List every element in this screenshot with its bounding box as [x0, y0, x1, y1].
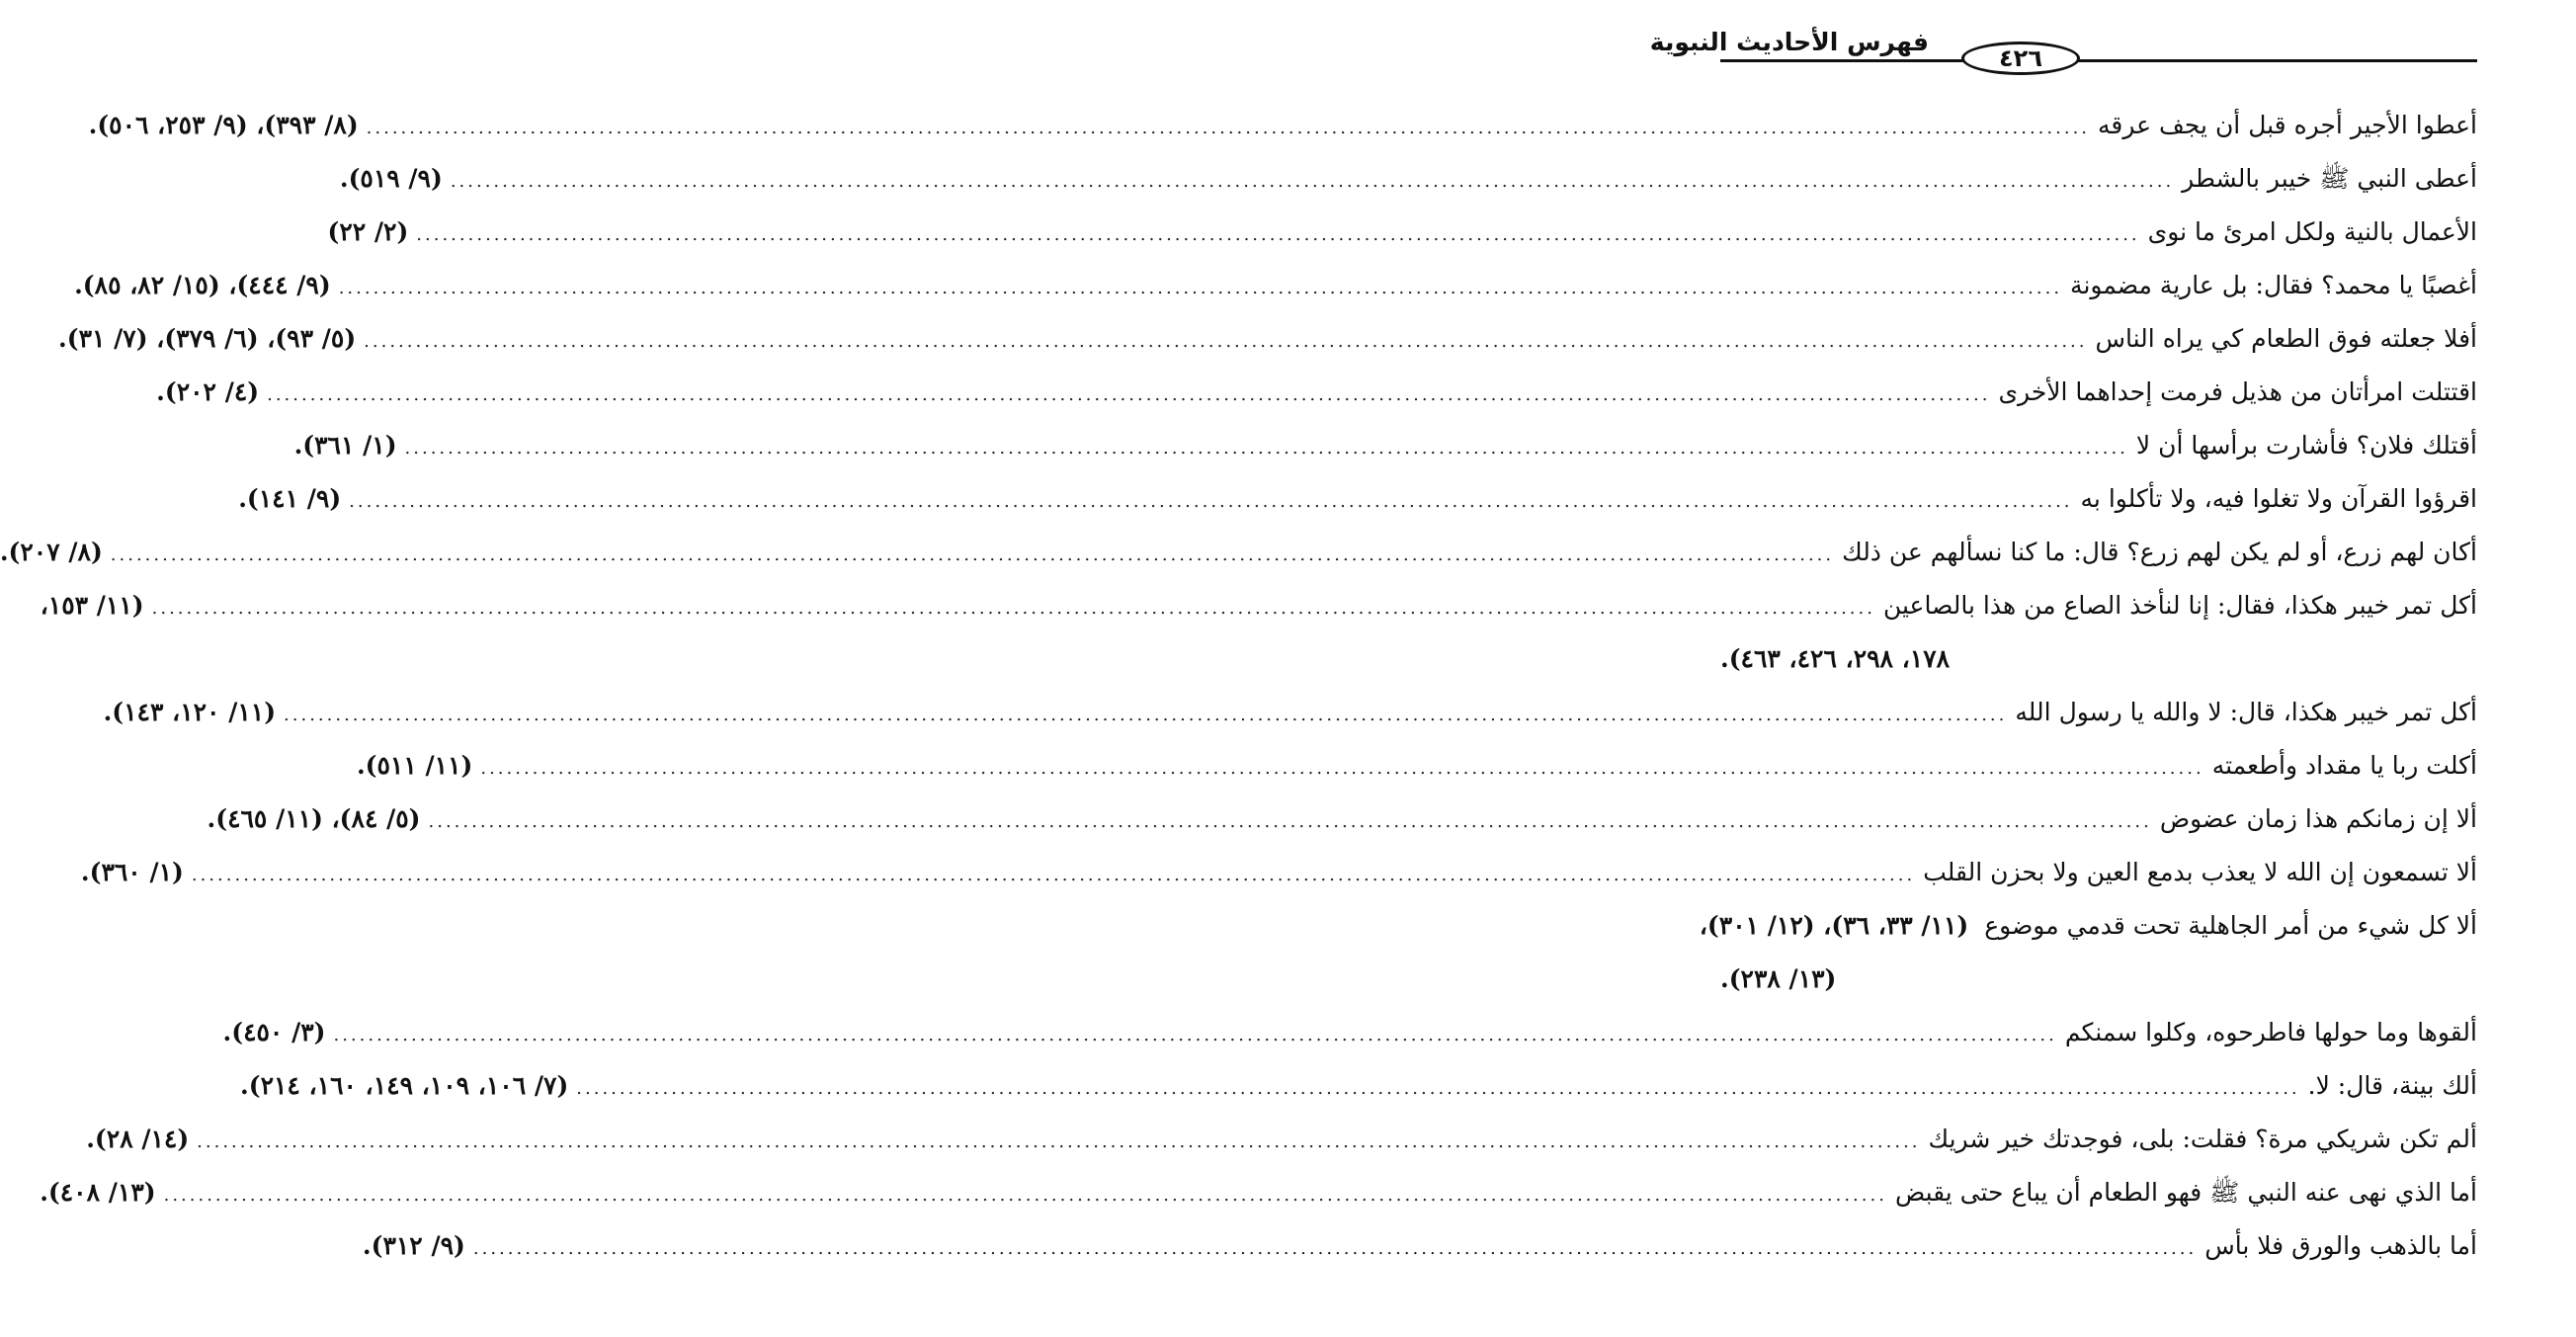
volume-page-reference: (٩/ ٤٤٤)، (١٥/ ٨٢، ٨٥). — [74, 271, 331, 299]
volume-page-reference: (٢/ ٢٢) — [327, 217, 409, 246]
volume-page-reference: (٨/ ٣٩٣)، (٩/ ٢٥٣، ٥٠٦). — [88, 111, 359, 139]
hadith-text: ألك بينة، قال: لا. — [2307, 1071, 2477, 1100]
hadith-index-list — [0, 99, 2477, 1273]
leader-dots: ........................................................................................................................................................................................................ — [163, 1185, 1887, 1206]
volume-page-reference: (١١/ ٣٣، ٣٦)، (١٢/ ٣٠١)، — [1699, 911, 1969, 940]
running-header-title: فهرس الأحاديث النبوية — [1649, 28, 1929, 56]
leader-dots: ........................................................................................................................................................................................................ — [197, 1131, 1921, 1152]
index-entry — [103, 686, 2477, 739]
index-entry — [238, 472, 2477, 526]
volume-page-reference: (٤/ ٢٠٢). — [156, 377, 260, 406]
index-entry — [0, 526, 2477, 579]
hadith-text: ألا إن زمانكم هذا زمان عضوض — [2159, 804, 2477, 833]
leader-dots: ........................................................................................................................................................................................................ — [366, 118, 2091, 138]
hadith-text: اقرؤوا القرآن ولا تغلوا فيه، ولا تأكلوا به — [2080, 484, 2477, 513]
leader-dots: ........................................................................................................................................................................................................ — [428, 811, 2152, 832]
hadith-text: أكل تمر خيبر هكذا، فقال: إنا لنأخذ الصاع من هذا بالصاعين — [1882, 591, 2477, 620]
index-entry — [58, 312, 2477, 366]
hadith-text: الأعمال بالنية ولكل امرئ ما نوى — [2147, 217, 2477, 246]
volume-page-reference: (١٣/ ٤٠٨). — [40, 1178, 156, 1207]
hadith-text: اقتتلت امرأتان من هذيل فرمت إحداهما الأخرى — [1998, 377, 2477, 406]
hadith-text: أغصبًا يا محمد؟ فقال: بل عارية مضمونة — [2070, 271, 2477, 299]
hadith-text: ألم تكن شريكي مرة؟ فقلت: بلى، فوجدتك خير شريك — [1928, 1125, 2477, 1153]
leader-dots: ........................................................................................................................................................................................................ — [576, 1078, 2300, 1099]
leader-dots: ........................................................................................................................................................................................................ — [333, 1025, 2057, 1045]
page-number: ٤٢٦ — [1999, 44, 2042, 72]
leader-dots: ........................................................................................................................................................................................................ — [364, 331, 2088, 352]
index-entry — [222, 1006, 2477, 1059]
reference-continuation-line — [1720, 953, 2477, 1006]
volume-page-reference: (١١/ ١٥٣، — [40, 591, 144, 620]
leader-dots: ........................................................................................................................................................................................................ — [450, 171, 2175, 192]
volume-page-reference: (١/ ٣٦٠). — [80, 858, 184, 886]
leader-dots: ........................................................................................................................................................................................................ — [151, 598, 1875, 619]
reference-continuation-line — [1720, 632, 2477, 686]
volume-page-reference: (٧/ ١٠٦، ١٠٩، ١٤٩، ١٦٠، ٢١٤). — [240, 1071, 569, 1100]
leader-dots: ........................................................................................................................................................................................................ — [480, 758, 2204, 779]
index-entry — [339, 152, 2477, 206]
volume-page-reference: (٥/ ٨٤)، (١١/ ٤٦٥). — [207, 804, 421, 833]
hadith-text: أكلت ربا يا مقداد وأطعمته — [2211, 751, 2477, 780]
hadith-text: ألا تسمعون إن الله لا يعذب بدمع العين ولا بحزن القلب — [1923, 858, 2477, 886]
leader-dots: ........................................................................................................................................................................................................ — [110, 544, 1835, 565]
leader-dots: ........................................................................................................................................................................................................ — [338, 278, 2063, 298]
leader-dots: ........................................................................................................................................................................................................ — [416, 224, 2140, 245]
leader-dots: ........................................................................................................................................................................................................ — [267, 384, 1991, 405]
volume-page-reference: (٩/ ٥١٩). — [339, 164, 443, 193]
hadith-text: أما الذي نهى عنه النبي ﷺ فهو الطعام أن يباع حتى يقبض — [1894, 1178, 2477, 1207]
volume-page-reference: (٩/ ١٤١). — [238, 484, 342, 513]
index-entry — [86, 1113, 2477, 1166]
index-entry — [240, 1059, 2477, 1113]
volume-page-reference: (١٤/ ٢٨). — [86, 1125, 190, 1153]
header-rule — [1720, 59, 2477, 62]
index-entry — [293, 419, 2477, 472]
reference-continuation: (١٣/ ٢٣٨). — [1720, 964, 1837, 993]
hadith-text: أقتلك فلان؟ فأشارت برأسها أن لا — [2135, 431, 2477, 460]
index-entry — [207, 793, 2477, 846]
hadith-text: أعطى النبي ﷺ خيبر بالشطر — [2182, 164, 2477, 193]
volume-page-reference: (٩/ ٣١٢). — [362, 1231, 465, 1260]
page-number-badge — [1961, 42, 2080, 75]
hadith-text: أفلا جعلته فوق الطعام كي يراه الناس — [2095, 324, 2477, 353]
index-entry — [40, 579, 2477, 632]
hadith-text: أعطوا الأجير أجره قبل أن يجف عرقه — [2098, 111, 2477, 139]
leader-dots: ........................................................................................................................................................................................................ — [349, 491, 2073, 512]
leader-dots: ........................................................................................................................................................................................................ — [404, 438, 2128, 459]
leader-dots: ........................................................................................................................................................................................................ — [284, 705, 2008, 725]
index-entry — [74, 259, 2477, 312]
volume-page-reference: (١١/ ١٢٠، ١٤٣). — [103, 698, 277, 726]
volume-page-reference: (٥/ ٩٣)، (٦/ ٣٧٩)، (٧/ ٣١). — [58, 324, 357, 353]
reference-continuation: ١٧٨، ٢٩٨، ٤٢٦، ٤٦٣). — [1720, 644, 1951, 673]
index-entry — [40, 1166, 2477, 1219]
hadith-text: أما بالذهب والورق فلا بأس — [2204, 1231, 2477, 1260]
index-entry — [327, 206, 2477, 259]
volume-page-reference: (١١/ ٥١١). — [356, 751, 473, 780]
index-entry — [156, 366, 2477, 419]
leader-dots: ........................................................................................................................................................................................................ — [472, 1238, 2198, 1259]
hadith-text: أكل تمر خيبر هكذا، قال: لا والله يا رسول الله — [2015, 698, 2477, 726]
hadith-text: أكان لهم زرع، أو لم يكن لهم زرع؟ قال: ما كنا نسألهم عن ذلك — [1842, 538, 2477, 566]
hadith-text: ألا كل شيء من أمر الجاهلية تحت قدمي موضوع — [1984, 911, 2477, 940]
index-entry — [1699, 899, 2477, 953]
index-entry — [80, 846, 2477, 899]
volume-page-reference: (٣/ ٤٥٠). — [222, 1018, 326, 1046]
volume-page-reference: (٨/ ٢٠٧). — [0, 538, 103, 566]
volume-page-reference: (١/ ٣٦١). — [293, 431, 397, 460]
hadith-text: ألقوها وما حولها فاطرحوه، وكلوا سمنكم — [2064, 1018, 2477, 1046]
index-entry — [362, 1219, 2477, 1273]
index-entry — [88, 99, 2477, 152]
leader-dots: ........................................................................................................................................................................................................ — [191, 865, 1916, 885]
index-entry — [356, 739, 2477, 793]
